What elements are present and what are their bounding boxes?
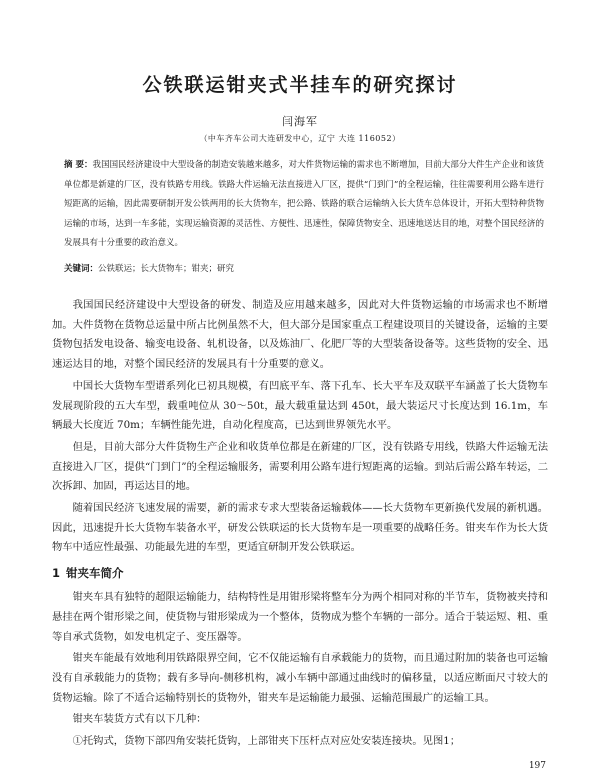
keywords-text: 公铁联运；长大货物车；钳夹；研究 [98, 264, 235, 274]
section-paragraph: ①托钩式，货物下部四角安装托货钩，上部钳夹下压杆点对应处安装连接块。见图1； [72, 735, 461, 748]
page-number: 197 [528, 761, 546, 771]
section-paragraph: 钳夹车装货方式有以下几种： [72, 713, 207, 726]
section-number: 1 [52, 566, 61, 581]
body-paragraph: 我国国民经济建设中大型设备的研发、制造及应用越来越多，因此对大件货物运输的市场需求也不断增加。大件货物在货物总运量中所占比例虽然不大，但大部分是国家重点工程建设项目的关键设备，运输的主要货物包括发电设备、输变电设备、轧机设备，以及炼油厂、化肥厂等的大型装备设备等。这些货物的安全、迅速运达目的地，对整个国民经济的发展具有十分重要的意义。 [52, 299, 548, 371]
abstract-label: 摘 要： [64, 160, 93, 170]
body-text [52, 296, 548, 754]
author-affiliation: （中车齐车公司大连研发中心，辽宁 大连 116052） [199, 134, 401, 143]
abstract [64, 156, 544, 254]
section-paragraph: 钳夹车具有独特的超限运输能力，结构特性是用钳形梁将整车分为两个相同对称的半节车，货物被夹持和悬挂在两个钳形梁之间，使货物与钳形梁成为一个整体，货物成为整个车辆的一部分。适合于装运短、粗、重等自承式货物，如发电机定子、变压器等。 [52, 591, 548, 643]
section-paragraph: 钳夹车能最有效地利用铁路限界空间，它不仅能运输有自承载能力的货物，而且通过附加的装备也可运输没有自承载能力的货物；载有多导向-侧移机构，减小车辆中部通过曲线时的偏移量，以适应断面尺寸较大的货物运输。除了不适合运输特别长的货物外，钳夹车是运输能力最强、运输范围最广的运输工具。 [52, 652, 548, 704]
body-paragraph: 随着国民经济飞速发展的需要，新的需求专求大型装备运输载体——长大货物车更新换代发展的新机遇。因此，迅速提升长大货物车装备水平，研发公铁联运的长大货物车是一项重要的战略任务。钳夹车作为长大货物车中适应性最强、功能最先进的车型，更适宜研制开发公铁联运。 [52, 502, 548, 554]
keywords-label: 关键词： [64, 264, 99, 274]
body-paragraph: 但是，目前大部分大件货物生产企业和收货单位都是在新建的厂区，没有铁路专用线，铁路大件运输无法直接进入厂区，提供“门到门”的全程运输服务，需要利用公路车进行短距离的运输。到站后需公路车转运，二次拆卸、加固，再运达目的地。 [52, 440, 548, 493]
section-title: 钳夹车简介 [66, 566, 124, 581]
author-name: 闫海军 [282, 115, 318, 128]
section-heading [52, 565, 548, 581]
body-paragraph: 中国长大货物车型谱系列化已初具规模，有凹底平车、落下孔车、长大平车及双联平车涵盖了长大货物车发展现阶段的五大车型，载重吨位从 30～50t，最大载重量达到 450t，最大装运尺寸长度达到 16.1m，车辆最大长度近 70m；车辆性能先进，自动化程度高，已达到世界领先水平。 [52, 379, 548, 432]
abstract-text: 我国国民经济建设中大型设备的制造安装越来越多，对大件货物运输的需求也不断增加，目前大部分大件生产企业和该货单位都是新建的厂区，没有铁路专用线。铁路大件运输无法直接进入厂区，提供“门到门”的全程运输，往往需要利用公路车进行短距离的运输，因此需要研制开发公铁两用的长大货物车，把公路、铁路的联合运输纳入长大货车总体设计，开拓大型特种货物运输的市场，达到一车多能，实现运输资源的灵活性、方便性、迅速性，保障货物安全、迅速地送达目的地，对整个国民经济的发展具有十分重要的政治意义。 [64, 160, 544, 249]
keywords [64, 262, 544, 276]
paper-title: 公铁联运钳夹式半挂车的研究探讨 [142, 74, 458, 96]
